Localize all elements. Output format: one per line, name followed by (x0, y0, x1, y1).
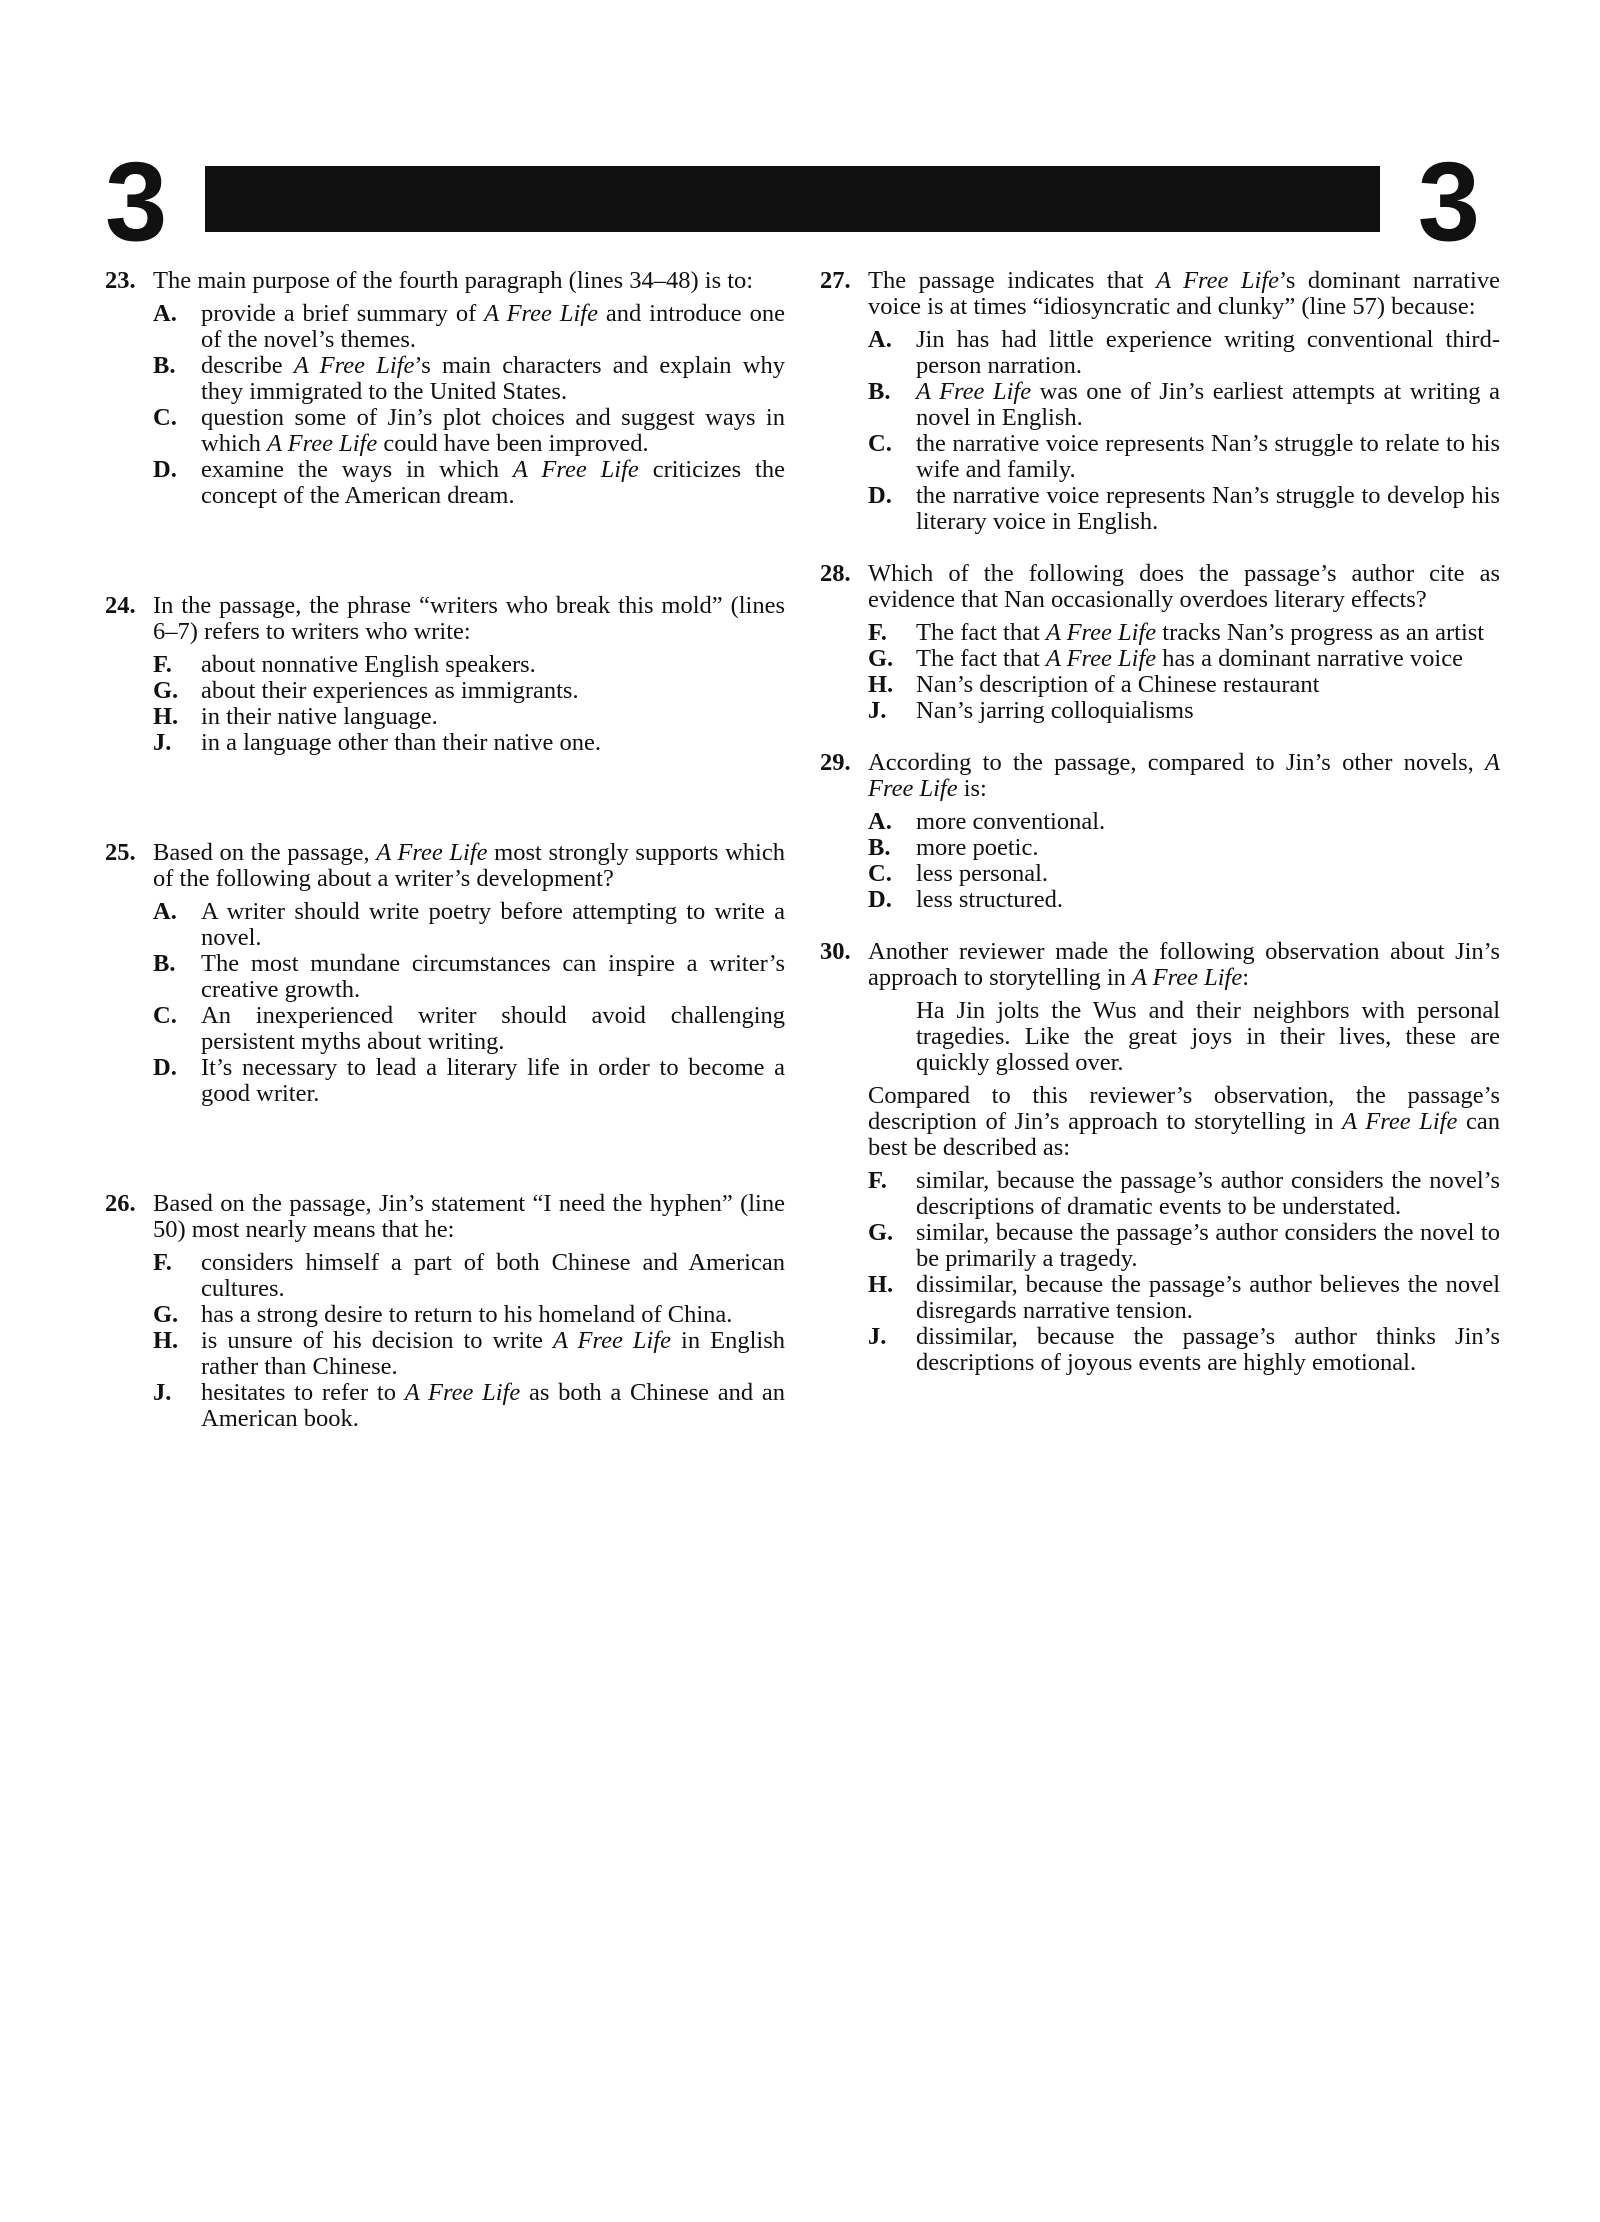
book-title: A Free Life (1045, 645, 1157, 672)
option-text: The most mundane circumstances can inspire a writer’s creative growth. (201, 950, 785, 1003)
question-stem (153, 840, 785, 892)
answer-option-a[interactable] (868, 809, 1500, 835)
section-number-right: 3 (1417, 139, 1480, 264)
option-text: Nan’s jarring colloquialisms (916, 697, 1194, 724)
option-text: has a strong desire to return to his homeland of China. (201, 1301, 733, 1328)
option-text: It’s necessary to lead a literary life in order to become a good writer. (201, 1054, 785, 1107)
option-letter: C. (868, 860, 892, 887)
answer-option-f[interactable] (153, 652, 785, 678)
option-letter: F. (868, 1167, 887, 1194)
option-text: the narrative voice represents Nan’s struggle to develop his literary voice in English. (916, 482, 1500, 535)
option-text: provide a brief summary of (201, 300, 485, 327)
answer-option-b[interactable] (153, 353, 785, 405)
option-letter: B. (868, 378, 891, 405)
book-title: A Free Life (552, 1327, 672, 1354)
book-title: A Free Life (1045, 619, 1157, 646)
answer-options (868, 809, 1500, 913)
option-text: dissimilar, because the passage’s author thinks Jin’s descriptions of joyous events are highly emotional. (916, 1323, 1500, 1376)
follow-text-cont: can best be described as: (868, 1108, 1501, 1161)
stem-text-cont: most strongly supports which of the following about a writer’s development? (153, 839, 785, 892)
right-column (820, 268, 1500, 1376)
answer-option-d[interactable] (153, 1055, 785, 1107)
stem-text-cont: ’s dominant narrative voice is at times “idiosyncratic and clunky” (line 57) because: (868, 267, 1500, 320)
question-number: 26. (105, 1190, 136, 1217)
question-28 (820, 561, 1500, 724)
option-text-cont: ’s main characters and explain why they immigrated to the United States. (201, 352, 785, 405)
option-letter: F. (153, 1249, 172, 1276)
answer-option-h[interactable] (153, 1328, 785, 1380)
stem-text-cont: : (1242, 964, 1250, 991)
option-text-cont: in English rather than Chinese. (201, 1327, 786, 1380)
question-stem: Based on the passage, Jin’s statement “I need the hyphen” (line 50) most nearly means that he: (153, 1190, 785, 1243)
option-letter: J. (868, 697, 887, 724)
option-letter: A. (153, 898, 177, 925)
answer-option-a[interactable] (868, 327, 1500, 379)
stem-text: Another reviewer made the following observation about Jin’s approach to storytelling in (868, 938, 1500, 991)
option-letter: C. (153, 404, 177, 431)
answer-option-b[interactable] (153, 951, 785, 1003)
option-letter: A. (153, 300, 177, 327)
question-number: 30. (820, 938, 851, 965)
option-letter: J. (868, 1323, 887, 1350)
answer-option-b[interactable] (868, 379, 1500, 431)
option-letter: G. (868, 1219, 894, 1246)
option-text: more poetic. (916, 834, 1039, 861)
option-letter: B. (868, 834, 891, 861)
option-letter: G. (153, 1301, 179, 1328)
option-letter: B. (153, 352, 176, 379)
option-text: similar, because the passage’s author considers the novel’s descriptions of dramatic events to be understated. (916, 1167, 1500, 1220)
answer-option-j[interactable] (868, 1324, 1500, 1376)
book-title: A Free Life (1132, 964, 1243, 991)
answer-option-a[interactable] (153, 301, 785, 353)
question-24 (105, 593, 785, 756)
option-text: similar, because the passage’s author considers the novel to be primarily a tragedy. (916, 1219, 1500, 1272)
option-letter: H. (153, 1327, 179, 1354)
option-text: Jin has had little experience writing conventional third-person narration. (916, 326, 1500, 379)
answer-options (153, 1250, 785, 1432)
answer-option-h[interactable] (153, 704, 785, 730)
option-letter: A. (868, 808, 892, 835)
stem-text: Based on the passage, (153, 839, 377, 866)
question-stem: The main purpose of the fourth paragraph (lines 34–48) is to: (153, 267, 754, 294)
option-text: question some of Jin’s plot choices and suggest ways in which (201, 404, 785, 457)
option-text: more conventional. (916, 808, 1106, 835)
follow-text: Compared to this reviewer’s observation, the passage’s description of Jin’s approach to storytelling in (868, 1082, 1500, 1135)
question-number: 25. (105, 839, 136, 866)
option-text: less structured. (916, 886, 1063, 913)
book-title: A Free Life (484, 300, 598, 327)
option-letter: C. (153, 1002, 177, 1029)
option-letter: D. (153, 1054, 177, 1081)
option-letter: D. (868, 482, 892, 509)
option-letter: B. (153, 950, 176, 977)
answer-options (153, 899, 785, 1107)
question-number: 24. (105, 592, 136, 619)
answer-option-g[interactable] (153, 1302, 785, 1328)
section-header (105, 139, 1480, 264)
answer-options (153, 652, 785, 756)
option-text-cont: criticizes the concept of the American dream. (201, 456, 785, 509)
book-title: A Free Life (267, 430, 378, 457)
answer-option-g[interactable] (868, 1220, 1500, 1272)
option-text: in a language other than their native one. (201, 729, 602, 756)
answer-option-b[interactable] (868, 835, 1500, 861)
answer-options (868, 620, 1500, 724)
answer-option-g[interactable] (153, 678, 785, 704)
option-text-cont: tracks Nan’s progress as an artist (1156, 619, 1485, 646)
stem-text: The passage indicates that (868, 267, 1157, 294)
option-text: Nan’s description of a Chinese restaurant (916, 671, 1320, 698)
option-letter: A. (868, 326, 892, 353)
option-text: examine the ways in which (201, 456, 513, 483)
answer-option-c[interactable] (153, 1003, 785, 1055)
option-letter: H. (153, 703, 179, 730)
answer-option-c[interactable] (868, 861, 1500, 887)
left-column (105, 268, 785, 1432)
answer-option-d[interactable] (868, 887, 1500, 913)
answer-option-c[interactable] (153, 405, 785, 457)
option-text: about nonnative English speakers. (201, 651, 536, 678)
option-letter: J. (153, 729, 172, 756)
answer-option-f[interactable] (868, 1168, 1500, 1220)
option-letter: G. (868, 645, 894, 672)
option-text: The fact that (916, 619, 1046, 646)
question-30 (820, 939, 1500, 1376)
option-text-cont: as both a Chinese and an American book. (201, 1379, 785, 1432)
option-text-cont: has a dominant narrative voice (1156, 645, 1463, 672)
section-header-bar (205, 166, 1380, 232)
question-follow-up (868, 1083, 1500, 1161)
option-letter: H. (868, 1271, 894, 1298)
answer-option-h[interactable] (868, 672, 1500, 698)
option-letter: D. (153, 456, 177, 483)
stem-text: According to the passage, compared to Jin’s other novels, (868, 749, 1486, 776)
answer-options (868, 1168, 1500, 1376)
option-letter: H. (868, 671, 894, 698)
answer-options (153, 301, 785, 509)
option-text: considers himself a part of both Chinese and American cultures. (201, 1249, 785, 1302)
option-text: The fact that (916, 645, 1046, 672)
option-text-cont: and introduce one of the novel’s themes. (201, 300, 785, 353)
answer-option-j[interactable] (868, 698, 1500, 724)
question-25 (105, 840, 785, 1107)
book-title: A Free Life (293, 352, 415, 379)
question-number: 23. (105, 267, 136, 294)
option-letter: F. (153, 651, 172, 678)
question-number: 29. (820, 749, 851, 776)
option-letter: C. (868, 430, 892, 457)
option-text: dissimilar, because the passage’s author believes the novel disregards narrative tension. (916, 1271, 1500, 1324)
book-title: A Free Life (1342, 1108, 1458, 1135)
book-title: A Free Life (512, 456, 639, 483)
answer-option-f[interactable] (868, 620, 1500, 646)
answer-option-c[interactable] (868, 431, 1500, 483)
option-text: describe (201, 352, 294, 379)
option-letter: D. (868, 886, 892, 913)
option-letter: F. (868, 619, 887, 646)
answer-option-f[interactable] (153, 1250, 785, 1302)
option-text-cont: was one of Jin’s earliest attempts at writing a novel in English. (916, 378, 1500, 431)
answer-option-j[interactable] (153, 1380, 785, 1432)
section-number-left: 3 (105, 139, 168, 264)
book-title: A Free Life (404, 1379, 521, 1406)
option-text: is unsure of his decision to write (201, 1327, 553, 1354)
answer-option-j[interactable] (153, 730, 785, 756)
book-title: A Free Life (868, 749, 1500, 802)
book-title: A Free Life (916, 378, 1032, 405)
question-26 (105, 1191, 785, 1432)
book-title: A Free Life (1156, 267, 1280, 294)
question-stem: In the passage, the phrase “writers who break this mold” (lines 6–7) refers to writers who write: (153, 592, 785, 645)
book-title: A Free Life (376, 839, 488, 866)
option-text: An inexperienced writer should avoid challenging persistent myths about writing. (201, 1002, 785, 1055)
question-23 (105, 268, 785, 509)
option-text: the narrative voice represents Nan’s struggle to relate to his wife and family. (916, 430, 1500, 483)
answer-option-d[interactable] (153, 457, 785, 509)
question-stem (868, 750, 1500, 802)
option-text: hesitates to refer to (201, 1379, 405, 1406)
answer-option-d[interactable] (868, 483, 1500, 535)
option-text: less personal. (916, 860, 1048, 887)
stem-text-cont: is: (957, 775, 987, 802)
question-29 (820, 750, 1500, 913)
option-text-cont: could have been improved. (377, 430, 649, 457)
answer-option-g[interactable] (868, 646, 1500, 672)
option-text: about their experiences as immigrants. (201, 677, 579, 704)
option-letter: J. (153, 1379, 172, 1406)
option-letter: G. (153, 677, 179, 704)
question-number: 28. (820, 560, 851, 587)
answer-option-a[interactable] (153, 899, 785, 951)
question-27 (820, 268, 1500, 535)
answer-options (868, 327, 1500, 535)
question-stem: Which of the following does the passage’s author cite as evidence that Nan occasionally overdoes literary effects? (868, 560, 1500, 613)
option-text: in their native language. (201, 703, 438, 730)
reviewer-quote: Ha Jin jolts the Wus and their neighbors with personal tragedies. Like the great joys in their lives, these are quickly glossed over. (916, 997, 1500, 1076)
option-text: A writer should write poetry before attempting to write a novel. (201, 898, 785, 951)
question-stem (868, 939, 1500, 991)
question-stem (868, 268, 1500, 320)
answer-option-h[interactable] (868, 1272, 1500, 1324)
question-number: 27. (820, 267, 851, 294)
